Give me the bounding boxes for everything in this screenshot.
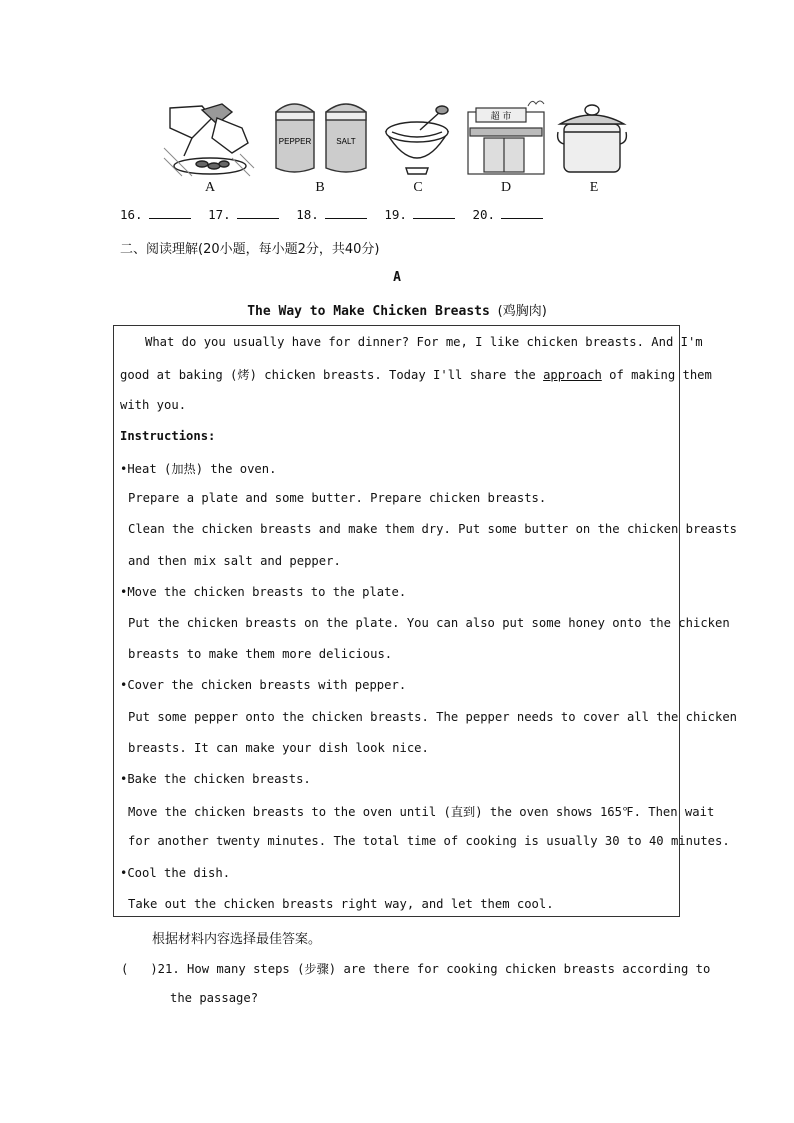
step-text: Take out the chicken breasts right way, and let them cool. xyxy=(128,897,554,911)
soup-bowl-icon xyxy=(384,98,450,178)
picture-row xyxy=(162,98,632,198)
step-text: breasts to make them more delicious. xyxy=(128,647,393,661)
intro-text-end: of making them xyxy=(601,368,712,382)
answer-label-16: 16. xyxy=(120,207,143,222)
question-instruction: 根据材料内容选择最佳答案。 xyxy=(152,932,322,947)
answer-blank-18[interactable] xyxy=(325,208,367,219)
passage-title-cn: (鸡胸肉) xyxy=(497,304,547,319)
step-text: for another twenty minutes. The total time of cooking is usually 30 to 40 minutes. xyxy=(128,834,730,848)
step-text: and then mix salt and pepper. xyxy=(128,554,341,568)
salt-label: SALT xyxy=(336,137,356,146)
supermarket-sign: 超 市 xyxy=(490,112,512,122)
intro-line-2 xyxy=(120,366,712,383)
step-heading-3: •Cover the chicken breasts with pepper. xyxy=(120,678,407,692)
intro-line-3: with you. xyxy=(120,398,187,412)
step-heading-5: •Cool the dish. xyxy=(120,866,231,880)
step-text: Clean the chicken breasts and make them dry. Put some butter on the chicken breasts xyxy=(128,522,738,536)
passage-title-en: The Way to Make Chicken Breasts xyxy=(247,304,490,319)
picture-letter-e: E xyxy=(589,180,599,195)
step-text: Put the chicken breasts on the plate. You can also put some honey onto the chicken xyxy=(128,616,730,630)
step-text: Prepare a plate and some butter. Prepare chicken breasts. xyxy=(128,491,547,505)
passage-title xyxy=(0,300,794,319)
answer-blank-16[interactable] xyxy=(149,208,191,219)
pepper-salt-shakers-icon xyxy=(272,98,368,178)
step-heading-4: •Bake the chicken breasts. xyxy=(120,772,311,786)
question-21-cont: the passage? xyxy=(170,991,259,1005)
answer-blanks xyxy=(120,207,553,222)
picture-letter-a: A xyxy=(204,180,216,195)
answer-label-18: 18. xyxy=(296,207,319,222)
intro-line-1: What do you usually have for dinner? For me, I like chicken breasts. And I'm xyxy=(145,335,703,349)
answer-blank-20[interactable] xyxy=(501,208,543,219)
picture-letter-d: D xyxy=(500,180,512,195)
cooking-pot-icon xyxy=(556,98,628,178)
step-text: Put some pepper onto the chicken breasts. The pepper needs to cover all the chicken xyxy=(128,710,738,724)
step-heading-1: •Heat (加热) the oven. xyxy=(120,462,277,476)
instructions-label: Instructions: xyxy=(120,429,216,443)
pepper-label: PEPPER xyxy=(278,137,312,146)
picture-letter-b: B xyxy=(315,180,325,195)
step-heading-2: •Move the chicken breasts to the plate. xyxy=(120,585,407,599)
answer-blank-19[interactable] xyxy=(413,208,455,219)
intro-text: good at baking (烤) chicken breasts. Today I'll share the xyxy=(120,368,544,382)
supermarket-icon xyxy=(466,98,546,178)
picture-letter-c: C xyxy=(413,180,423,195)
step-text: Move the chicken breasts to the oven until (直到) the oven shows 165℉. Then wait xyxy=(128,805,715,819)
answer-blank-17[interactable] xyxy=(237,208,279,219)
chopping-hands-icon xyxy=(162,98,256,178)
answer-label-17: 17. xyxy=(208,207,231,222)
step-text: breasts. It can make your dish look nice. xyxy=(128,741,429,755)
answer-label-20: 20. xyxy=(472,207,496,222)
answer-label-19: 19. xyxy=(384,207,407,222)
vocab-approach: approach xyxy=(543,368,602,382)
section-heading: 二、阅读理解(20小题，每小题2分，共40分) xyxy=(120,242,380,257)
part-label: A xyxy=(393,270,401,285)
question-21: ( )21. How many steps (步骤) are there for cooking chicken breasts according to xyxy=(121,962,711,976)
